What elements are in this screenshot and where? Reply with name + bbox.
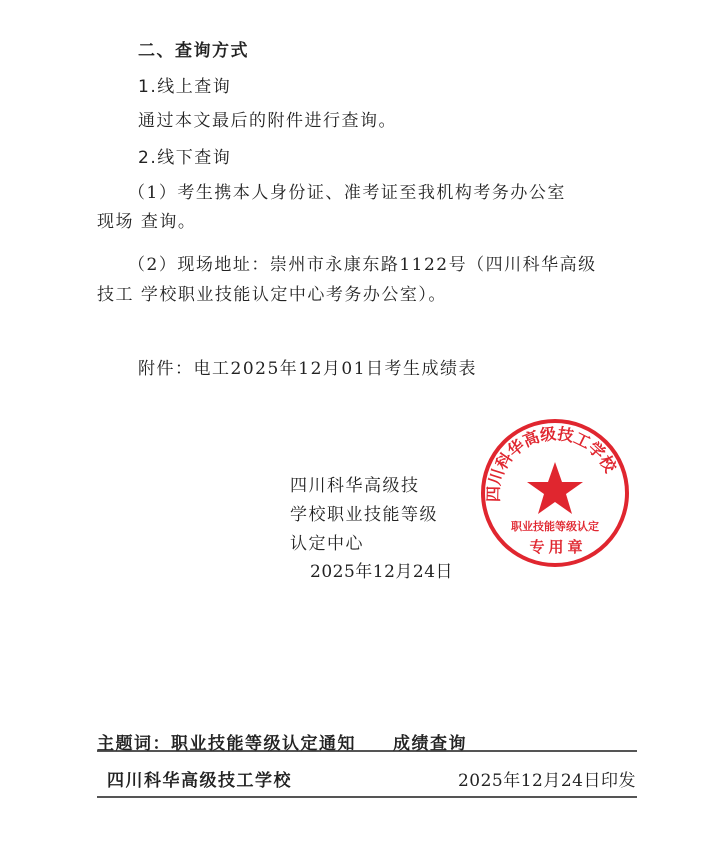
seal-outer-text: 四川科华高级技工学校 bbox=[483, 424, 621, 503]
divider bbox=[97, 796, 637, 798]
issue-date: 2025年12月24日印发 bbox=[457, 771, 636, 791]
signature-line3: 认定中心 bbox=[290, 534, 364, 554]
item1-line2: 现场 查询。 bbox=[97, 212, 197, 232]
signature-line2: 学校职业技能等级 bbox=[290, 505, 438, 525]
seal-bottom-text: 专用章 bbox=[529, 538, 587, 556]
signature-line1: 四川科华高级技 bbox=[290, 476, 420, 496]
seal-star-icon bbox=[527, 462, 583, 514]
signature-date: 2025年12月24日 bbox=[310, 562, 454, 582]
online-query-text: 通过本文最后的附件进行查询。 bbox=[138, 111, 397, 131]
attachment-link[interactable]: 附件：电工2025年12月01日考生成绩表 bbox=[138, 359, 478, 379]
issuer: 四川科华高级技工学校 bbox=[107, 771, 292, 791]
keywords: 主题词：职业技能等级认定通知 成绩查询 bbox=[97, 734, 467, 754]
offline-query-title: 2.线下查询 bbox=[138, 148, 232, 168]
official-seal bbox=[478, 416, 632, 570]
item2-line1: （2）现场地址：崇州市永康东路1122号（四川科华高级 bbox=[128, 255, 597, 275]
item1-line1: （1）考生携本人身份证、准考证至我机构考务办公室 bbox=[128, 183, 566, 203]
seal-inner-text: 职业技能等级认定 bbox=[511, 520, 599, 533]
online-query-title: 1.线上查询 bbox=[138, 77, 232, 97]
section-heading: 二、查询方式 bbox=[138, 41, 249, 61]
item2-line2: 技工 学校职业技能认定中心考务办公室）。 bbox=[97, 285, 447, 305]
